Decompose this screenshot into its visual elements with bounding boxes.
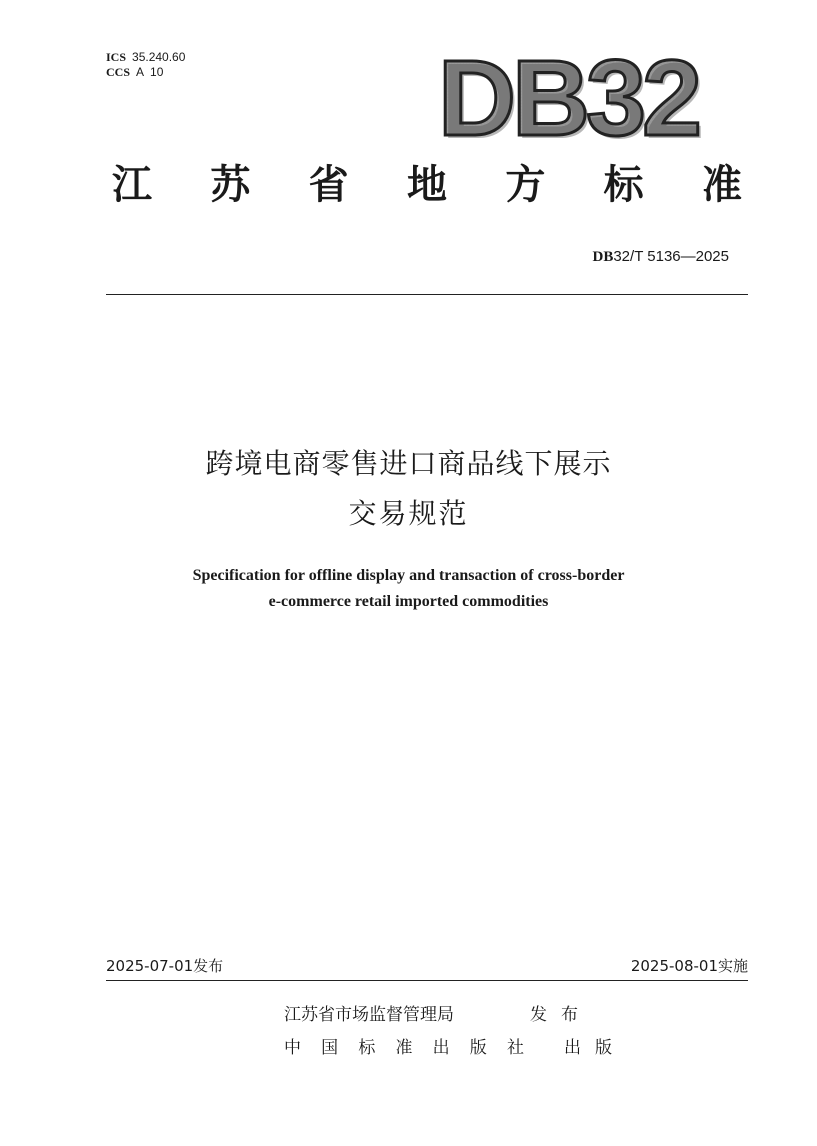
publisher-char: 国 xyxy=(321,1038,339,1058)
ics-label: ICS xyxy=(106,50,127,64)
ics-code xyxy=(106,50,185,65)
issuer-action-char: 发 xyxy=(530,1005,547,1025)
publisher-char: 标 xyxy=(358,1038,376,1058)
standard-number-rest: 32/T 5136—2025 xyxy=(613,248,729,265)
logo-text: DB32 xyxy=(438,37,699,158)
publisher-action-char: 出 xyxy=(564,1038,581,1058)
bottom-divider xyxy=(106,980,748,981)
publisher-name xyxy=(284,1036,524,1060)
standard-number-prefix: DB xyxy=(592,249,614,265)
publisher-char: 版 xyxy=(469,1038,487,1058)
implementation-date: 2025-08-01实施 xyxy=(630,957,748,975)
issuer-action-char: 布 xyxy=(561,1005,578,1025)
issue-date: 2025-07-01发布 xyxy=(106,957,224,975)
ics-value: 35.240.60 xyxy=(132,50,186,64)
chinese-title-line-2: 交易规范 xyxy=(348,497,469,530)
db32-logo xyxy=(438,37,699,158)
classification-codes xyxy=(106,50,185,80)
english-title-line-2: e-commerce retail imported commodities xyxy=(268,593,549,610)
ccs-value: A 10 xyxy=(136,65,164,79)
publisher-char: 社 xyxy=(506,1038,524,1058)
standard-type-char: 江 xyxy=(112,162,152,208)
publisher-char: 准 xyxy=(395,1038,413,1058)
chinese-title-line-1: 跨境电商零售进口商品线下展示 xyxy=(205,447,612,480)
publisher-row xyxy=(284,1036,612,1060)
standard-type-heading xyxy=(112,163,742,207)
issuer-name: 江苏省市场监督管理局 xyxy=(284,1005,454,1025)
publisher-action-char: 版 xyxy=(595,1038,612,1058)
top-divider xyxy=(106,294,748,295)
publisher-action xyxy=(564,1036,612,1060)
standard-type-char: 方 xyxy=(505,162,546,208)
english-title-line-1: Specification for offline display and transaction of cross-border xyxy=(192,567,625,584)
issuer-row xyxy=(284,1003,578,1027)
ccs-code xyxy=(106,65,185,80)
publisher-char: 中 xyxy=(284,1038,301,1058)
standard-type-char: 标 xyxy=(603,162,644,208)
ccs-label: CCS xyxy=(106,65,131,79)
standard-type-char: 准 xyxy=(701,162,742,208)
standard-type-char: 地 xyxy=(406,162,447,208)
standard-type-char: 苏 xyxy=(210,162,251,208)
issuer-action xyxy=(530,1003,578,1027)
standard-number xyxy=(593,248,730,266)
standard-type-char: 省 xyxy=(308,162,349,208)
publisher-char: 出 xyxy=(432,1038,450,1058)
